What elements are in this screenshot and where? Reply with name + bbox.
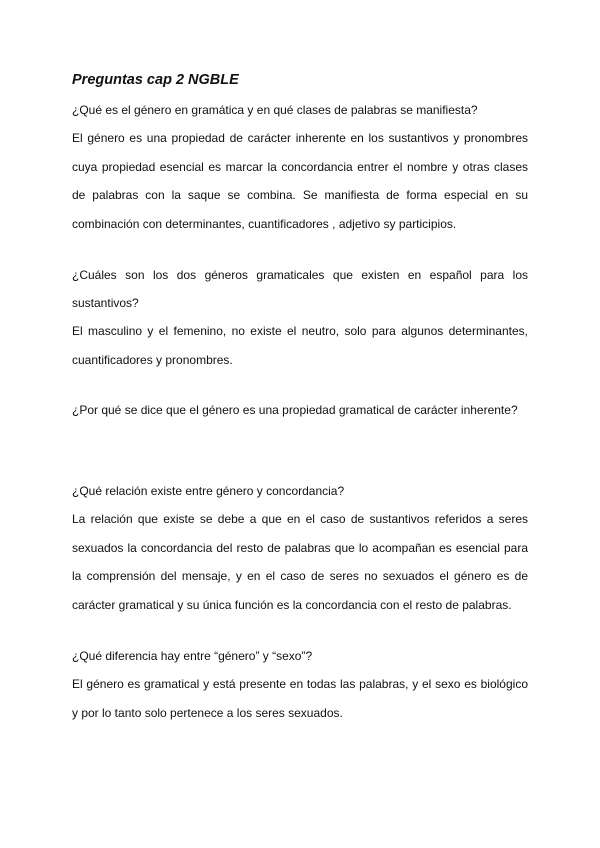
question-1: ¿Qué es el género en gramática y en qué clases de palabras se manifiesta? bbox=[72, 103, 478, 117]
answer-4: La relación que existe se debe a que en el caso de sustantivos referidos a seres sexuados la concordancia del resto de palabras que lo acompañan es esencial para la comprensión del mensaje, y en el caso de seres no sexuados el género es de carácter gramatical y su única función es la concordancia con el resto de palabras. bbox=[72, 512, 528, 612]
answer-1: El género es una propiedad de carácter inherente en los sustantivos y pronombres cuya propiedad esencial es marcar la concordancia entrer el nombre y otras clases de palabras con la saque se combina. Se manifiesta de forma especial en su combinación con determinantes, cuantificadores , adjetivo sy participios. bbox=[72, 131, 528, 231]
qa-block-4 bbox=[72, 477, 528, 619]
question-3: ¿Por qué se dice que el género es una propiedad gramatical de carácter inherente? bbox=[72, 403, 518, 417]
document-page bbox=[72, 70, 528, 727]
document-title: Preguntas cap 2 NGBLE bbox=[72, 72, 239, 88]
question-2: ¿Cuáles son los dos géneros gramaticales que existen en español para los sustantivos? bbox=[72, 268, 528, 310]
qa-block-1 bbox=[72, 96, 528, 238]
qa-block-5 bbox=[72, 642, 528, 727]
question-4: ¿Qué relación existe entre género y concordancia? bbox=[72, 484, 345, 498]
answer-2: El masculino y el femenino, no existe el neutro, solo para algunos determinantes, cuantificadores y pronombres. bbox=[72, 324, 528, 367]
qa-block-3 bbox=[72, 396, 528, 424]
answer-5: El género es gramatical y está presente en todas las palabras, y el sexo es biológico y por lo tanto solo pertenece a los seres sexuados. bbox=[72, 677, 528, 720]
qa-block-2 bbox=[72, 261, 528, 374]
question-5: ¿Qué diferencia hay entre “género” y “sexo”? bbox=[72, 649, 313, 663]
